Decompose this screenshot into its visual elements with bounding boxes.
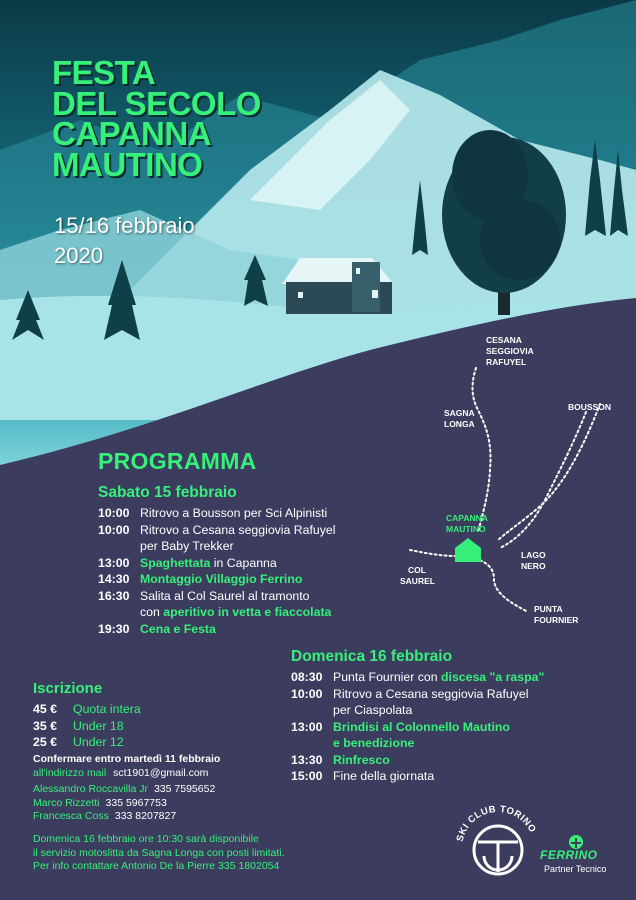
schedule-highlight: Spaghettata <box>140 555 211 570</box>
schedule-time: 10:00 <box>98 522 130 537</box>
svg-text:SEGGIOVIA: SEGGIOVIA <box>486 346 534 356</box>
schedule-time: 13:30 <box>291 752 323 767</box>
schedule-text: Salita al Col Saurel al tramonto <box>140 588 310 603</box>
svg-text:CESANA: CESANA <box>486 335 522 345</box>
footer-text: Per info contattare Antonio De la Pierre <box>33 860 216 872</box>
svg-text:LAGO: LAGO <box>521 550 546 560</box>
svg-text:SKI CLUB TORINO <box>455 804 538 843</box>
contact-phone[interactable]: 333 8207827 <box>114 810 177 822</box>
date-line: 15/16 febbraio <box>54 213 195 238</box>
sunday-heading: Domenica 16 febbraio <box>291 648 453 665</box>
price-value: 35 € <box>33 718 57 733</box>
svg-text:NERO: NERO <box>521 561 546 571</box>
footer-line: Domenica 16 febbraio ore 10:30 sarà disponibile <box>33 833 259 845</box>
schedule-highlight: aperitivo in vetta e fiaccolata <box>163 605 332 619</box>
schedule-highlight: discesa "a raspa" <box>441 670 545 684</box>
schedule-text: con <box>140 605 164 619</box>
schedule-text: Ritrovo a Cesana seggiovia Rafuyel <box>333 686 529 701</box>
footer-line: il servizio motoslitta da Sagna Longa con posti limitati. <box>33 846 285 859</box>
mail-label: all'indirizzo mail <box>33 767 107 779</box>
price-label: Under 12 <box>73 735 124 749</box>
schedule-highlight: Montaggio Villaggio Ferrino <box>140 572 303 586</box>
price-value: 45 € <box>33 702 57 716</box>
schedule-time: 14:30 <box>98 572 130 586</box>
price-value: 25 € <box>33 735 57 749</box>
ferrino-logo-icon <box>569 835 583 849</box>
mail-link[interactable]: sct1901@gmail.com <box>113 767 209 779</box>
schedule-text: Ritrovo a Cesana seggiovia Rafuyel <box>140 522 336 537</box>
schedule-text: in Capanna <box>210 555 277 570</box>
schedule-highlight: Cena e Festa <box>140 621 216 636</box>
saturday-heading: Sabato 15 febbraio <box>98 484 237 501</box>
price-label: Under 18 <box>73 718 124 733</box>
schedule-highlight: Rinfresco <box>333 752 390 767</box>
ferrino-logo: FERRINO <box>540 848 598 862</box>
programma-heading: PROGRAMMA <box>98 448 257 474</box>
date-line: 2020 <box>54 243 103 268</box>
schedule-time: 13:00 <box>291 719 323 734</box>
partner-label: Partner Tecnico <box>544 864 607 874</box>
svg-text:RAFUYEL: RAFUYEL <box>486 357 527 367</box>
svg-text:BOUSSON: BOUSSON <box>568 402 611 412</box>
schedule-time: 16:30 <box>98 588 130 603</box>
title-line: CAPANNA <box>52 115 212 152</box>
schedule-text: Punta Fournier con <box>333 670 442 684</box>
svg-text:LONGA: LONGA <box>444 419 475 429</box>
schedule-time: 08:30 <box>291 670 323 684</box>
schedule-text: Ritrovo a Bousson per Sci Alpinisti <box>140 506 328 520</box>
schedule-highlight: Brindisi al Colonnello Mautino <box>333 719 510 734</box>
title-line: MAUTINO <box>52 145 203 183</box>
svg-text:MAUTINO: MAUTINO <box>446 524 486 534</box>
contact-phone[interactable]: 335 5967753 <box>105 796 167 809</box>
schedule-time: 10:00 <box>98 506 130 520</box>
schedule-text: per Ciaspolata <box>333 703 413 717</box>
svg-text:FOURNIER: FOURNIER <box>534 615 579 625</box>
svg-text:SAUREL: SAUREL <box>400 576 435 586</box>
svg-text:PUNTA: PUNTA <box>534 604 563 614</box>
confirm-note: Confermare entro martedì 11 febbraio <box>33 753 221 765</box>
svg-text:COL: COL <box>408 565 426 575</box>
title-line: FESTA <box>52 54 156 91</box>
ski-club-name: SKI CLUB TORINO <box>454 803 539 843</box>
schedule-time: 13:00 <box>98 555 130 570</box>
svg-text:SAGNA: SAGNA <box>444 408 475 418</box>
contact-phone[interactable]: 335 7595652 <box>153 783 216 795</box>
schedule-highlight: e benedizione <box>333 736 415 750</box>
iscrizione-heading: Iscrizione <box>33 680 103 697</box>
schedule-time: 19:30 <box>98 621 130 636</box>
title-line: DEL SECOLO <box>52 84 261 122</box>
footer-phone[interactable]: 335 1802054 <box>218 860 280 872</box>
contact-name: Francesca Coss <box>33 810 109 822</box>
schedule-time: 10:00 <box>291 686 323 701</box>
price-label: Quota intera <box>73 702 141 716</box>
contact-name: Alessandro Roccavilla Jr <box>33 783 148 795</box>
schedule-text: Fine della giornata <box>333 769 435 783</box>
schedule-time: 15:00 <box>291 769 323 783</box>
svg-text:CAPANNA: CAPANNA <box>446 513 488 523</box>
contact-name: Marco Rizzetti <box>33 796 100 809</box>
schedule-text: per Baby Trekker <box>140 539 234 553</box>
